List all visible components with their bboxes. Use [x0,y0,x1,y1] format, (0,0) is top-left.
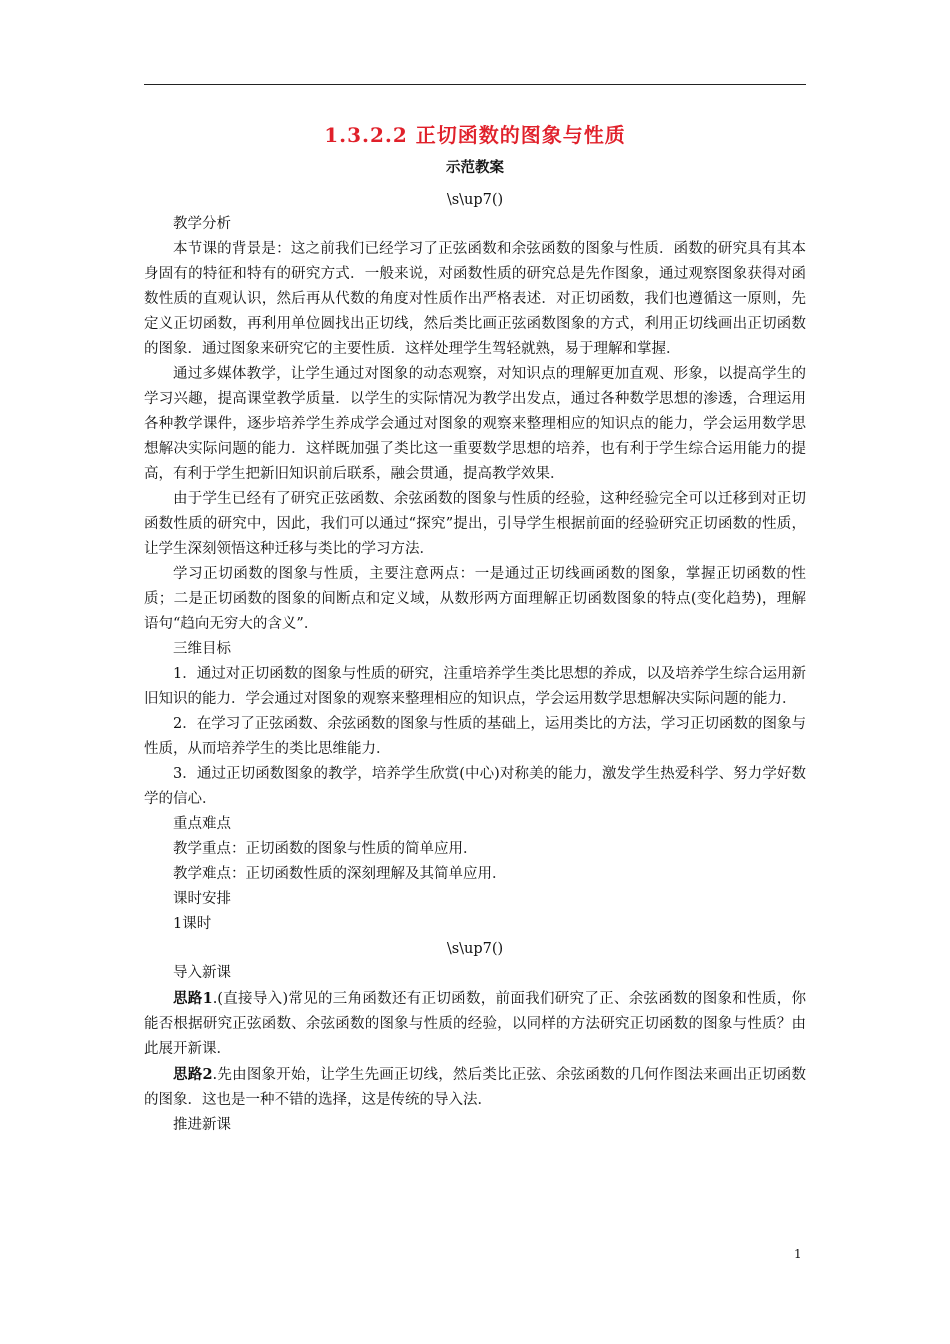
goal-item: 1．通过对正切函数的图象与性质的研究，注重培养学生类比思想的养成，以及培养学生综合运用新旧知识的能力．学会通过对图象的观察来整理相应的知识点，学会运用数学思想解决实际问题的能力． [144,666,806,707]
goal-item: 2．在学习了正弦函数、余弦函数的图象与性质的基础上，运用类比的方法，学习正切函数的图象与性质，从而培养学生的类比思维能力． [144,716,806,757]
key-point: 教学重点：正切函数的图象与性质的简单应用． [173,841,478,857]
section-heading-teaching-analysis: 教学分析 [173,216,231,232]
goal-item: 3．通过正切函数图象的教学，培养学生欣赏(中心)对称美的能力，激发学生热爱科学、努力学好数学的信心． [144,766,806,807]
idea-label: 思路2 [173,1066,213,1083]
paragraph: 学习正切函数的图象与性质，主要注意两点：一是通过正切线画函数的图象，掌握正切函数的性质；二是正切函数的图象的间断点和定义域，从数形两方面理解正切函数图象的特点(变化趋势)，理解语句“趋向无穷大的含义”． [144,566,806,632]
idea-text: .先由图象开始，让学生先画正切线，然后类比正弦、余弦函数的几何作图法来画出正切函数的图象．这也是一种不错的选择，这是传统的导入法． [144,1067,807,1108]
paragraph: 本节课的背景是：这之前我们已经学习了正弦函数和余弦函数的图象与性质．函数的研究具有其本身固有的特征和特有的研究方式．一般来说，对函数性质的研究总是先作图象，通过观察图象获得对函数性质的直观认识，然后再从代数的角度对性质作出严格表述．对正切函数，我们也遵循这一原则，先定义正切函数，再利用单位圆找出正切线，然后类比画正弦函数图象的方式，利用正切线画出正切函数的图象．通过图象来研究它的主要性质．这样处理学生驾轻就熟，易于理解和掌握． [144,241,806,357]
paragraph: 由于学生已经有了研究正弦函数、余弦函数的图象与性质的经验，这种经验完全可以迁移到对正切函数性质的研究中，因此，我们可以通过“探究”提出，引导学生根据前面的经验研究正切函数的性质，让学生深刻领悟这种迁移与类比的学习方法． [144,491,806,557]
section-heading-schedule: 课时安排 [173,891,231,907]
page-number: 1 [794,1247,802,1261]
document-body [144,118,806,1138]
idea-text: .(直接导入)常见的三角函数还有正切函数，前面我们研究了正、余弦函数的图象和性质，你能否根据研究正弦函数、余弦函数的图象与性质的经验，以同样的方法研究正切函数的图象与性质？由此展开新课． [144,991,806,1057]
section-heading-goals: 三维目标 [173,641,231,657]
field-code: \s\up7() [446,941,504,957]
document-subtitle: 示范教案 [446,159,504,176]
section-heading-new-lesson: 推进新课 [173,1117,231,1133]
idea-label: 思路1 [173,990,213,1007]
intro-idea-1 [144,986,806,1062]
field-code: \s\up7() [446,192,504,208]
paragraph: 通过多媒体教学，让学生通过对图象的动态观察，对知识点的理解更加直观、形象，以提高学生的学习兴趣，提高课堂教学质量．以学生的实际情况为教学出发点，通过各种数学思想的渗透，合理运用各种教学课件，逐步培养学生养成学会通过对图象的观察来整理相应的知识点的能力，学会运用数学思想解决实际问题的能力．这样既加强了类比这一重要数学思想的培养，也有利于学生综合运用能力的提高，有利于学生把新旧知识前后联系，融会贯通，提高教学效果． [144,366,806,482]
schedule-value: 1课时 [173,916,212,932]
section-heading-intro: 导入新课 [173,965,231,981]
intro-idea-2 [144,1062,806,1113]
section-heading-key-points: 重点难点 [173,816,231,832]
difficult-point: 教学难点：正切函数性质的深刻理解及其简单应用． [173,866,507,882]
document-title: 1.3.2.2 正切函数的图象与性质 [324,123,626,147]
header-rule [144,84,806,85]
